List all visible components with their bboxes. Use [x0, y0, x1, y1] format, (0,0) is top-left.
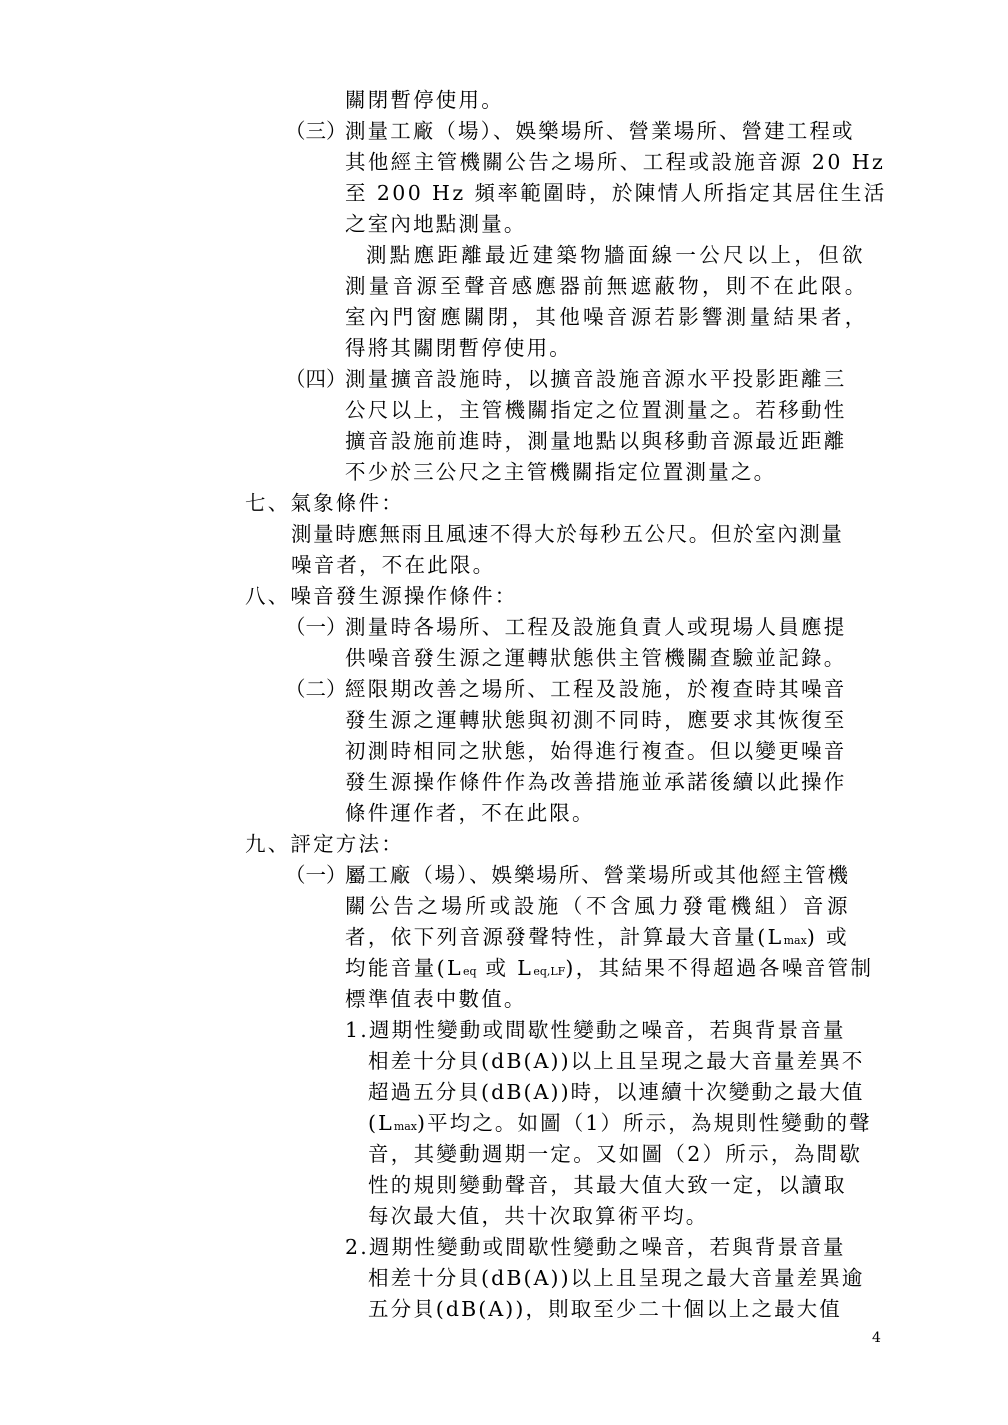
item-marker: （三） — [285, 119, 347, 143]
text-line: 相差十分貝(dB(A))以上且呈現之最大音量差異逾 — [368, 1266, 865, 1290]
text-line: 發生源操作條件作為改善措施並承諾後續以此操作 — [345, 770, 847, 794]
text-line: 每次最大值，共十次取算術平均。 — [368, 1204, 709, 1228]
text-line: 測量時各場所、工程及設施負責人或現場人員應提 — [345, 615, 847, 639]
item-marker: （四） — [285, 367, 347, 391]
text-line: 至 200 Hz 頻率範圍時，於陳情人所指定其居住生活 — [345, 181, 887, 205]
text-line: 得將其關閉暫停使用。 — [345, 336, 572, 360]
text-line: 均能音量(Leq 或 Leq,LF)，其結果不得超過各噪音管制 — [345, 956, 874, 980]
text-line: 關閉暫停使用。 — [345, 88, 504, 112]
page-number: 4 — [872, 1330, 881, 1346]
text-line: 供噪音發生源之運轉狀態供主管機關查驗並記錄。 — [345, 646, 847, 670]
text-line: 關公告之場所或設施（不含風力發電機組）音源 — [345, 894, 852, 918]
text-line: 者，依下列音源發聲特性，計算最大音量(Lmax) 或 — [345, 925, 850, 949]
text-line: 其他經主管機關公告之場所、工程或設施音源 20 Hz — [345, 150, 886, 174]
text-line: 測點應距離最近建築物牆面線一公尺以上，但欲 — [366, 243, 866, 267]
item-marker: （二） — [285, 677, 347, 701]
text-line: 條件運作者，不在此限。 — [345, 801, 595, 825]
text-line: 測量擴音設施時，以擴音設施音源水平投影距離三 — [345, 367, 847, 391]
text-line: 相差十分貝(dB(A))以上且呈現之最大音量差異不 — [368, 1049, 865, 1073]
text-line: 室內門窗應關閉，其他噪音源若影響測量結果者， — [345, 305, 869, 329]
text-line: 之室內地點測量。 — [345, 212, 527, 236]
item-marker: （一） — [285, 615, 347, 639]
item-marker: （一） — [285, 863, 347, 887]
text-line: 標準值表中數值。 — [345, 987, 527, 1011]
text-line: 擴音設施前進時，測量地點以與移動音源最近距離 — [345, 429, 847, 453]
section-heading: 八、噪音發生源操作條件： — [245, 584, 518, 608]
text-line: 經限期改善之場所、工程及設施，於複查時其噪音 — [345, 677, 847, 701]
section-heading: 七、氣象條件： — [245, 491, 404, 515]
text-line: 測量音源至聲音感應器前無遮蔽物，則不在此限。 — [345, 274, 869, 298]
text-line: 噪音者，不在此限。 — [291, 553, 496, 577]
text-line: (Lmax)平均之。如圖（1）所示，為規則性變動的聲 — [368, 1111, 872, 1135]
text-line: 2.週期性變動或間歇性變動之噪音，若與背景音量 — [345, 1235, 846, 1259]
text-line: 屬工廠（場）、娛樂場所、營業場所或其他經主管機 — [345, 863, 850, 887]
text-line: 五分貝(dB(A))，則取至少二十個以上之最大值 — [368, 1297, 842, 1321]
text-line: 測量工廠（場）、娛樂場所、營業場所、營建工程或 — [345, 119, 855, 143]
section-heading: 九、評定方法： — [245, 832, 404, 856]
text-line: 性的規則變動聲音，其最大值大致一定，以讀取 — [368, 1173, 847, 1197]
text-line: 發生源之運轉狀態與初測不同時，應要求其恢復至 — [345, 708, 847, 732]
text-line: 不少於三公尺之主管機關指定位置測量之。 — [345, 460, 777, 484]
text-line: 初測時相同之狀態，始得進行複查。但以變更噪音 — [345, 739, 847, 763]
text-line: 1.週期性變動或間歇性變動之噪音，若與背景音量 — [345, 1018, 846, 1042]
text-line: 音，其變動週期一定。又如圖（2）所示，為間歇 — [368, 1142, 863, 1166]
text-line: 測量時應無雨且風速不得大於每秒五公尺。但於室內測量 — [291, 522, 844, 546]
text-line: 公尺以上，主管機關指定之位置測量之。若移動性 — [345, 398, 847, 422]
text-line: 超過五分貝(dB(A))時，以連續十次變動之最大值 — [368, 1080, 865, 1104]
